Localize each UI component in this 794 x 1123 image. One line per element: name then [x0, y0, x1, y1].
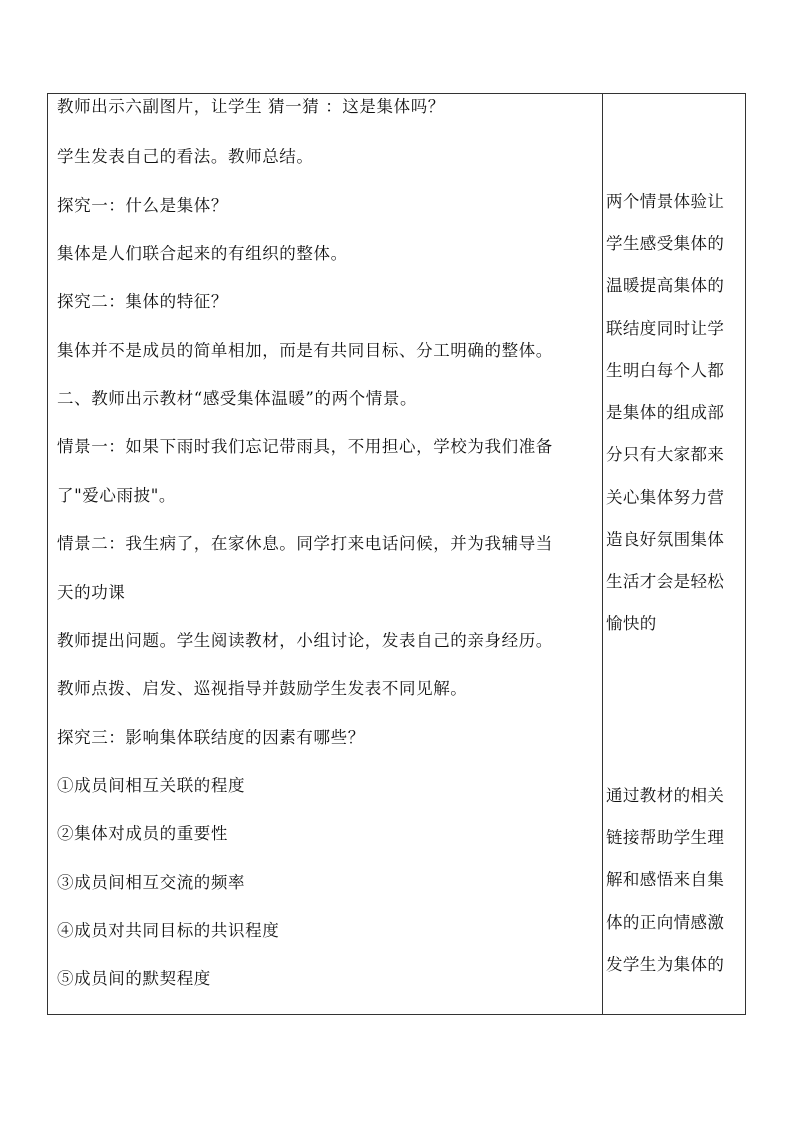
note-line: 生活才会是轻松 [606, 572, 725, 591]
note-line: 联结度同时让学 [606, 319, 725, 338]
note-line: 通过教材的相关 [606, 786, 725, 805]
note-line: 温暖提高集体的 [606, 276, 725, 295]
note-line: 造良好氛围集体 [606, 530, 725, 549]
note-line: 发学生为集体的 [606, 955, 725, 974]
text-line: 了"爱心雨披"。 [57, 486, 176, 505]
note-line: 分只有大家都来 [606, 445, 725, 464]
note-line: 愉快的 [606, 614, 657, 633]
text-line: 教师点拨、启发、巡视指导并鼓励学生发表不同见解。 [57, 679, 468, 698]
text-line: ①成员间相互关联的程度 [57, 776, 246, 795]
text-line: 集体并不是成员的简单相加，而是有共同目标、分工明确的整体。 [57, 341, 553, 360]
lesson-plan-table [47, 93, 746, 1015]
note-line: 体的正向情感激 [606, 913, 725, 932]
text-line: ③成员间相互交流的频率 [57, 873, 246, 892]
text-line: 探究一：什么是集体？ [57, 196, 228, 215]
text-line: ⑤成员间的默契程度 [57, 969, 211, 988]
text-line: 学生发表自己的看法。教师总结。 [57, 147, 314, 166]
text-line: ②集体对成员的重要性 [57, 824, 228, 843]
note-line: 关心集体努力营 [606, 488, 725, 507]
note-line: 生明白每个人都 [606, 361, 725, 380]
note-line: 两个情景体验让 [606, 192, 725, 211]
text-line: 探究二：集体的特征？ [57, 292, 228, 311]
note-line: 解和感悟来自集 [606, 870, 725, 889]
text-line: 二、教师出示教材“感受集体温暖”的两个情景。 [57, 389, 418, 408]
note-line: 链接帮助学生理 [606, 828, 725, 847]
note-line: 学生感受集体的 [606, 234, 725, 253]
text-line: 教师提出问题。学生阅读教材，小组讨论，发表自己的亲身经历。 [57, 631, 553, 650]
text-line: 情景二：我生病了，在家休息。同学打来电话问候，并为我辅导当 [57, 534, 553, 553]
text-line: 教师出示六副图片，让学生 猜一猜 ：这是集体吗？ [57, 97, 445, 116]
text-line: 情景一：如果下雨时我们忘记带雨具，不用担心，学校为我们准备 [57, 437, 553, 456]
column-divider [602, 94, 603, 1014]
text-line: 探究三：影响集体联结度的因素有哪些？ [57, 728, 365, 747]
text-line: ④成员对共同目标的共识程度 [57, 921, 280, 940]
text-line: 天的功课 [57, 583, 126, 602]
text-line: 集体是人们联合起来的有组织的整体。 [57, 244, 348, 263]
note-line: 是集体的组成部 [606, 403, 725, 422]
